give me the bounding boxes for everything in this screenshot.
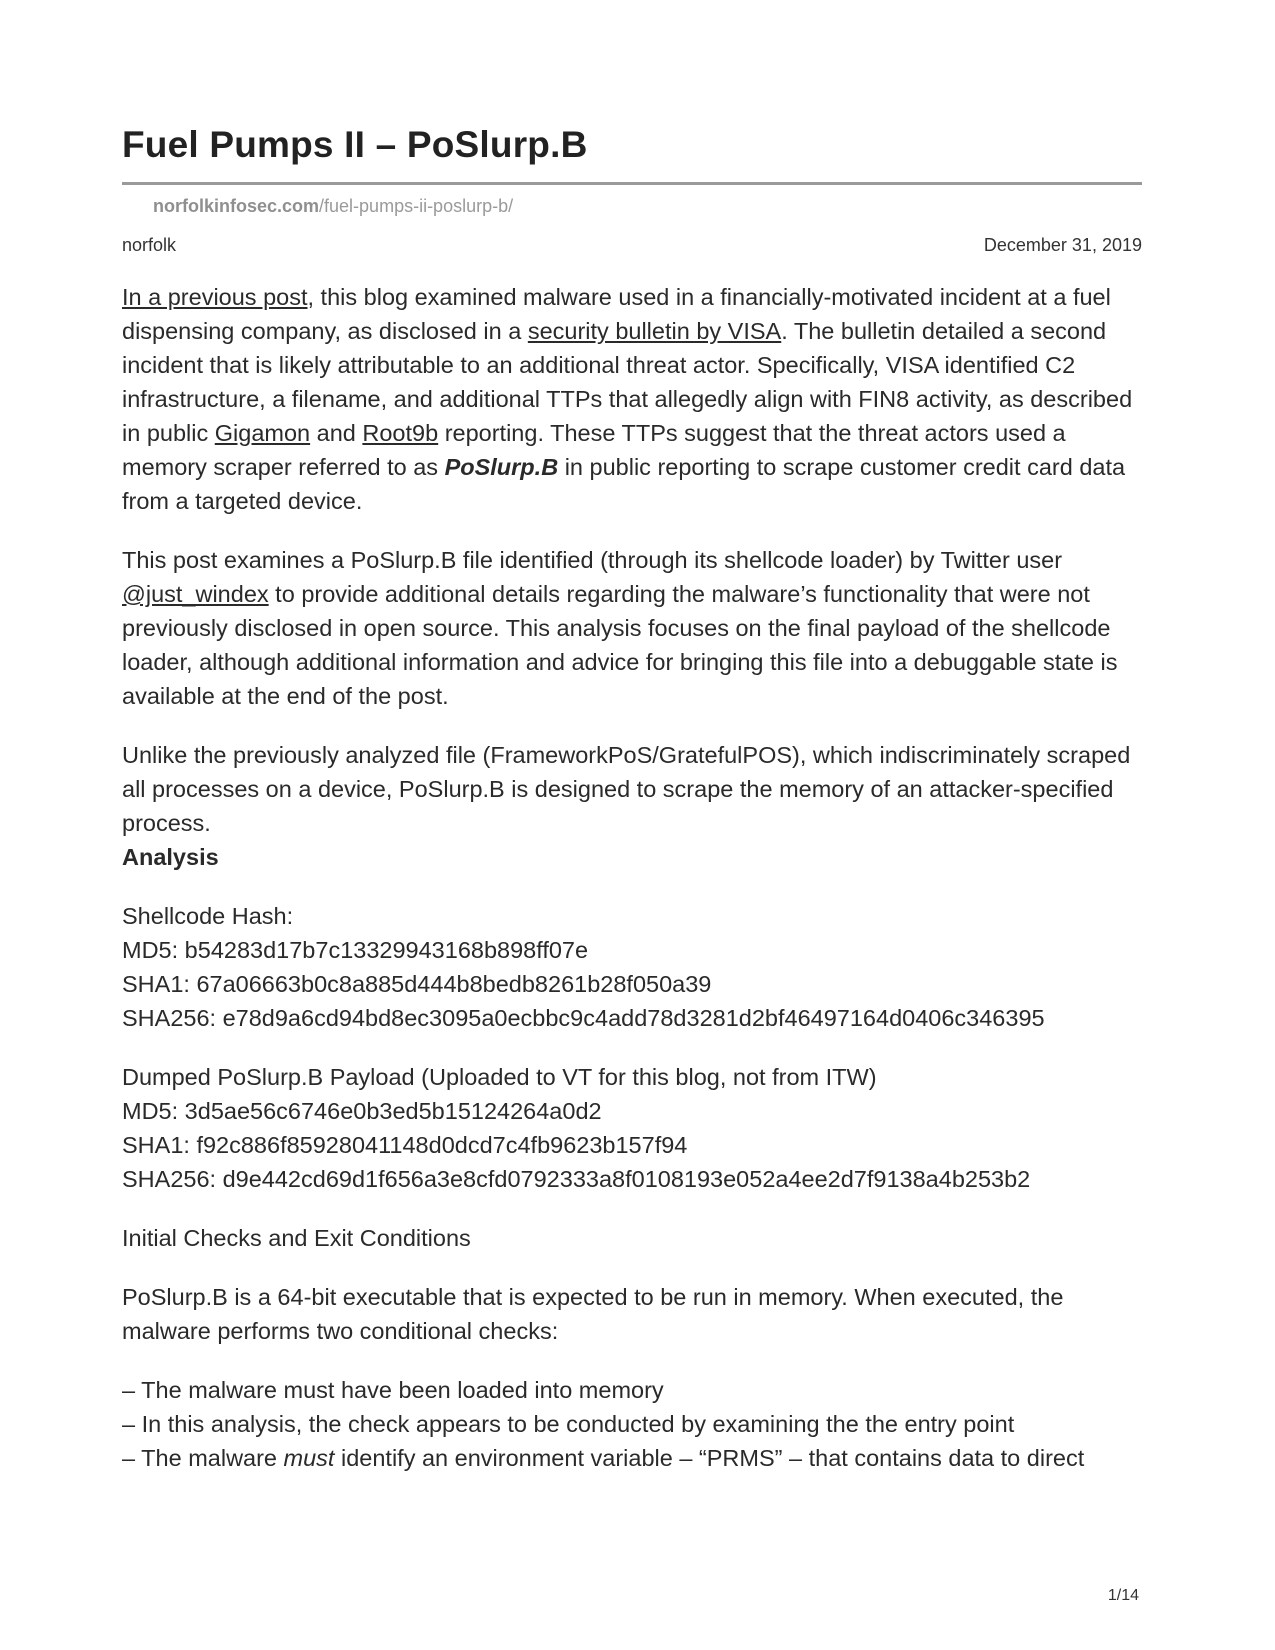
check-item-1: – The malware must have been loaded into memory <box>122 1377 664 1403</box>
shellcode-sha256: SHA256: e78d9a6cd94bd8ec3095a0ecbbc9c4add78d3281d2bf46497164d0406c346395 <box>122 1005 1045 1031</box>
link-just-windex[interactable]: @just_windex <box>122 581 269 607</box>
shellcode-hashes <box>122 899 1142 1035</box>
url-path: /fuel-pumps-ii-poslurp-b/ <box>319 196 514 216</box>
link-previous-post[interactable]: In a previous post <box>122 284 308 310</box>
paragraph-twitter: This post examines a PoSlurp.B file identified (through its shellcode loader) by Twitter user @just_windex to provide additional details regarding the malware’s functionality that were not previously disclosed in open source. This analysis focuses on the final payload of the shellcode loader, although additional information and advice for bringing this file into a debuggable state is available at the end of the post. <box>122 547 1118 709</box>
link-gigamon[interactable]: Gigamon <box>214 420 311 446</box>
poslurp-emphasis: PoSlurp.B <box>444 454 559 480</box>
check-item-3: – The malware must identify an environment variable – “PRMS” – that contains data to direct <box>122 1445 1085 1471</box>
payload-md5: MD5: 3d5ae56c6746e0b3ed5b15124264a0d2 <box>122 1098 602 1124</box>
payload-sha1: SHA1: f92c886f85928041148d0dcd7c4fb9623b157f94 <box>122 1132 688 1158</box>
page-title: Fuel Pumps II – PoSlurp.B <box>122 124 588 165</box>
paragraph-64bit: PoSlurp.B is a 64-bit executable that is expected to be run in memory. When executed, the malware performs two conditional checks: <box>122 1284 1064 1344</box>
checks-list <box>122 1373 1142 1475</box>
shellcode-md5: MD5: b54283d17b7c13329943168b898ff07e <box>122 937 589 963</box>
source-url[interactable] <box>153 196 513 217</box>
paragraph-intro: In a previous post, this blog examined malware used in a financially-motivated incident at a fuel dispensing company, as disclosed in a security bulletin by VISA. The bulletin detailed a second incident that is likely attributable to an additional threat actor. Specifically, VISA identified C2 infrastructure, a filename, and additional TTPs that allegedly align with FIN8 activity, as described in public Gigamon and Root9b reporting. These TTPs suggest that the threat actors used a memory scraper referred to as PoSlurp.B in public reporting to scrape customer credit card data from a targeted device. <box>122 284 1133 514</box>
link-root9b[interactable]: Root9b <box>362 420 439 446</box>
analysis-heading: Analysis <box>122 844 219 870</box>
title-divider <box>122 182 1142 185</box>
shellcode-heading: Shellcode Hash: <box>122 903 294 929</box>
initial-checks-heading: Initial Checks and Exit Conditions <box>122 1225 471 1251</box>
paragraph-comparison: Unlike the previously analyzed file (FrameworkPoS/GratefulPOS), which indiscriminately scraped all processes on a device, PoSlurp.B is designed to scrape the memory of an attacker-specified process. <box>122 742 1131 836</box>
payload-hashes <box>122 1060 1142 1196</box>
page-number: 1/14 <box>1107 1587 1139 1604</box>
url-domain: norfolkinfosec.com <box>153 196 320 216</box>
payload-heading: Dumped PoSlurp.B Payload (Uploaded to VT for this blog, not from ITW) <box>122 1064 877 1090</box>
payload-sha256: SHA256: d9e442cd69d1f656a3e8cfd0792333a8f0108193e052a4ee2d7f9138a4b253b2 <box>122 1166 1031 1192</box>
article-body <box>122 280 1142 1500</box>
check-item-2: – In this analysis, the check appears to be conducted by examining the the entry point <box>122 1411 1015 1437</box>
author: norfolk <box>122 235 177 255</box>
shellcode-sha1: SHA1: 67a06663b0c8a885d444b8bedb8261b28f050a39 <box>122 971 712 997</box>
link-visa-bulletin[interactable]: security bulletin by VISA <box>527 318 782 344</box>
publish-date: December 31, 2019 <box>983 235 1142 255</box>
